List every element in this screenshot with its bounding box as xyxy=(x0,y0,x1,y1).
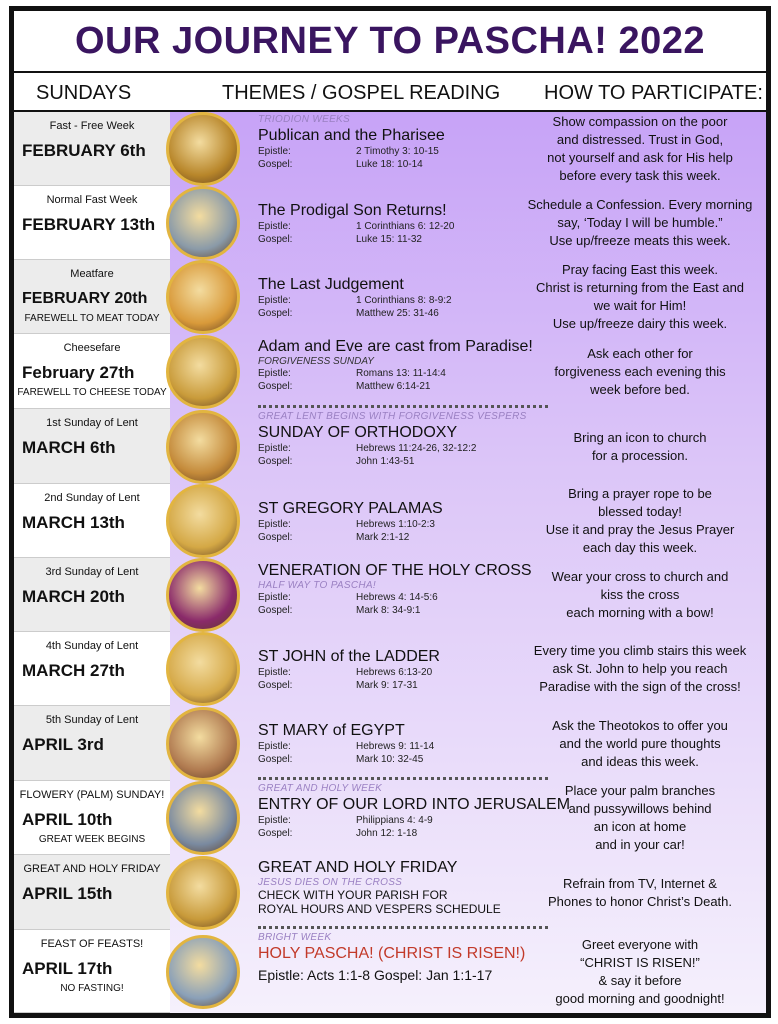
theme-title: ENTRY OF OUR LORD INTO JERUSALEM xyxy=(258,796,571,813)
crucifixion-icon xyxy=(166,856,240,930)
readings: Epistle: Acts 1:1-8 Gospel: Jan 1:1-17 xyxy=(258,967,493,983)
epistle-ref: Romans 13: 11-14:4 xyxy=(356,368,446,379)
gospel-label: Gospel: xyxy=(258,159,293,170)
participate-line: Christ is returning from the East and xyxy=(535,280,745,295)
sunday-cell xyxy=(14,781,170,855)
theme-title: The Last Judgement xyxy=(258,276,404,293)
sunday-label: Normal Fast Week xyxy=(46,194,138,206)
gospel-ref: Mark 10: 32-45 xyxy=(356,754,424,765)
sunday-note: GREAT WEEK BEGINS xyxy=(38,834,146,845)
sunday-row xyxy=(14,484,766,558)
sunday-label: 2nd Sunday of Lent xyxy=(44,492,140,504)
participate-cell xyxy=(514,642,766,696)
participate-line: Place your palm branches xyxy=(564,783,716,798)
epistle-label: Epistle: xyxy=(258,146,291,157)
participate-line: forgiveness each evening this xyxy=(554,364,726,379)
theme-title: The Prodigal Son Returns! xyxy=(258,202,447,219)
participate-line: kiss the cross xyxy=(600,587,680,602)
participate-line: and distressed. Trust in God, xyxy=(556,132,724,147)
participate-line: & say it before xyxy=(598,973,682,988)
participate-line: Ask each other for xyxy=(587,346,693,361)
season-label: GREAT AND HOLY WEEK xyxy=(258,783,383,794)
gospel-ref: John 12: 1-18 xyxy=(356,828,418,839)
sunday-cell xyxy=(14,484,170,558)
sunday-label: FEAST OF FEASTS! xyxy=(40,938,144,950)
gospel-label: Gospel: xyxy=(258,754,293,765)
epistle-label: Epistle: xyxy=(258,741,291,752)
schedule-note: CHECK WITH YOUR PARISH FOR xyxy=(258,888,448,902)
epistle-label: Epistle: xyxy=(258,295,291,306)
sunday-label: FLOWERY (PALM) SUNDAY! xyxy=(19,789,165,801)
sunday-date: APRIL 15th xyxy=(22,884,113,903)
sunday-date: FEBRUARY 13th xyxy=(22,215,156,234)
epistle-label: Epistle: xyxy=(258,667,291,678)
gospel-ref: Mark 9: 17-31 xyxy=(356,680,418,691)
participate-cell xyxy=(514,429,766,465)
participate-line: each day this week. xyxy=(582,540,698,555)
theme-subtitle: HALF WAY TO PASCHA! xyxy=(258,580,376,591)
participate-line: and the world pure thoughts xyxy=(559,736,721,751)
sunday-row xyxy=(14,781,766,855)
epistle-ref: 2 Timothy 3: 10-15 xyxy=(356,146,439,157)
dotted-separator xyxy=(258,926,548,929)
gospel-label: Gospel: xyxy=(258,234,293,245)
sunday-date: FEBRUARY 20th xyxy=(22,290,148,307)
participate-line: Bring an icon to church xyxy=(573,430,707,445)
epistle-ref: Hebrews 6:13-20 xyxy=(356,667,433,678)
poster-frame xyxy=(9,6,771,1018)
theme-title: SUNDAY OF ORTHODOXY xyxy=(258,424,458,441)
participate-line: Pray facing East this week. xyxy=(561,262,719,277)
participate-line: ask St. John to help you reach xyxy=(552,661,728,676)
participate-line: for a procession. xyxy=(591,448,689,463)
prodigal-son-icon xyxy=(166,186,240,260)
sunday-row xyxy=(14,706,766,781)
sunday-cell xyxy=(14,260,170,334)
epistle-label: Epistle: xyxy=(258,592,291,603)
participate-line: Ask the Theotokos to offer you xyxy=(552,718,728,733)
epistle-label: Epistle: xyxy=(258,443,291,454)
sunday-date: APRIL 3rd xyxy=(22,735,104,754)
theme-subtitle: JESUS DIES ON THE CROSS xyxy=(258,877,403,888)
participate-line: and in your car! xyxy=(595,837,685,852)
sunday-row xyxy=(14,409,766,484)
sunday-row xyxy=(14,334,766,409)
gospel-ref: Mark 2:1-12 xyxy=(356,532,410,543)
theotokos-icon xyxy=(166,410,240,484)
holy-cross-icon xyxy=(166,558,240,632)
sunday-row xyxy=(14,930,766,1013)
participate-line: before every task this week. xyxy=(559,168,721,183)
participate-line: Phones to honor Christ’s Death. xyxy=(547,894,733,909)
epistle-ref: Hebrews 4: 14-5:6 xyxy=(356,592,438,603)
sunday-date: APRIL 17th xyxy=(22,959,113,978)
sunday-row xyxy=(14,260,766,334)
sunday-date: MARCH 20th xyxy=(22,587,125,606)
epistle-ref: Hebrews 1:10-2:3 xyxy=(356,519,435,530)
sunday-row xyxy=(14,855,766,930)
participate-line: Show compassion on the poor xyxy=(552,114,728,129)
ladder-icon xyxy=(166,632,240,706)
gospel-ref: Mark 8: 34-9:1 xyxy=(356,605,421,616)
gospel-label: Gospel: xyxy=(258,828,293,839)
gospel-ref: Matthew 6:14-21 xyxy=(356,381,431,392)
sunday-date: APRIL 10th xyxy=(22,810,113,829)
sunday-row xyxy=(14,632,766,706)
schedule-note: ROYAL HOURS AND VESPERS SCHEDULE xyxy=(258,902,501,916)
gospel-label: Gospel: xyxy=(258,308,293,319)
sunday-note: FAREWELL TO CHEESE TODAY xyxy=(17,387,167,398)
schedule-body xyxy=(14,112,766,1013)
header-sundays: SUNDAYS xyxy=(36,82,132,104)
participate-line: week before bed. xyxy=(590,382,690,397)
sunday-label: Fast - Free Week xyxy=(49,120,135,132)
sunday-cell xyxy=(14,930,170,1013)
sunday-row xyxy=(14,112,766,186)
participate-line: Bring a prayer rope to be xyxy=(568,486,712,501)
last-judgement-icon xyxy=(166,260,240,334)
sunday-label: GREAT AND HOLY FRIDAY xyxy=(23,863,161,875)
sunday-cell xyxy=(14,632,170,706)
resurrection-icon xyxy=(166,935,240,1009)
theme-title: ST GREGORY PALAMAS xyxy=(258,500,443,517)
dotted-separator xyxy=(258,405,548,408)
sunday-row xyxy=(14,558,766,632)
theme-title: Publican and the Pharisee xyxy=(258,127,445,144)
palm-sunday-icon xyxy=(166,781,240,855)
header-themes: THEMES / GOSPEL READING xyxy=(222,82,501,104)
sunday-label: Meatfare xyxy=(70,268,114,280)
participate-cell xyxy=(514,936,766,1008)
participate-cell xyxy=(514,568,766,622)
adam-eve-icon xyxy=(166,335,240,409)
participate-line: Paradise with the sign of the cross! xyxy=(539,679,741,694)
publican-pharisee-icon xyxy=(166,112,240,186)
dotted-separator xyxy=(258,777,548,780)
sunday-label: 3rd Sunday of Lent xyxy=(45,566,139,578)
epistle-ref: 1 Corinthians 6: 12-20 xyxy=(356,221,455,232)
theme-subtitle: FORGIVENESS SUNDAY xyxy=(258,356,374,367)
page-title: OUR JOURNEY TO PASCHA! 2022 xyxy=(14,11,766,73)
sunday-date: MARCH 13th xyxy=(22,513,125,532)
participate-line: and ideas this week. xyxy=(581,754,699,769)
sunday-row xyxy=(14,186,766,260)
sunday-cell xyxy=(14,112,170,186)
epistle-ref: Philippians 4: 4-9 xyxy=(356,815,433,826)
epistle-ref: Hebrews 11:24-26, 32-12:2 xyxy=(356,443,477,454)
gospel-ref: John 1:43-51 xyxy=(356,456,415,467)
gospel-label: Gospel: xyxy=(258,680,293,691)
sunday-date: MARCH 27th xyxy=(22,661,125,680)
gospel-ref: Matthew 25: 31-46 xyxy=(356,308,439,319)
epistle-label: Epistle: xyxy=(258,368,291,379)
participate-line: good morning and goodnight! xyxy=(555,991,725,1006)
sunday-cell xyxy=(14,855,170,930)
participate-line: and pussywillows behind xyxy=(568,801,712,816)
participate-cell xyxy=(514,782,766,854)
participate-line: Schedule a Confession. Every morning xyxy=(527,197,753,212)
participate-line: Wear your cross to church and xyxy=(551,569,729,584)
sunday-cell xyxy=(14,409,170,484)
epistle-label: Epistle: xyxy=(258,221,291,232)
participate-cell xyxy=(514,261,766,333)
participate-line: not yourself and ask for His help xyxy=(547,150,733,165)
participate-cell xyxy=(514,113,766,185)
participate-line: we wait for Him! xyxy=(593,298,687,313)
participate-cell xyxy=(514,875,766,911)
theme-title: GREAT AND HOLY FRIDAY xyxy=(258,859,458,876)
sunday-label: 5th Sunday of Lent xyxy=(45,714,139,726)
sunday-label: Cheesefare xyxy=(63,342,121,354)
season-label: GREAT LENT BEGINS WITH FORGIVENESS VESPERS xyxy=(258,411,527,422)
column-headers xyxy=(14,73,766,112)
theme-title: ST JOHN of the LADDER xyxy=(258,648,440,665)
sunday-date: MARCH 6th xyxy=(22,438,116,457)
gospel-label: Gospel: xyxy=(258,605,293,616)
sunday-cell xyxy=(14,186,170,260)
participate-line: Use up/freeze meats this week. xyxy=(549,233,731,248)
participate-line: Use it and pray the Jesus Prayer xyxy=(545,522,735,537)
participate-line: Refrain from TV, Internet & xyxy=(563,876,717,891)
gospel-label: Gospel: xyxy=(258,381,293,392)
participate-line: blessed today! xyxy=(598,504,682,519)
epistle-label: Epistle: xyxy=(258,815,291,826)
participate-line: Every time you climb stairs this week xyxy=(533,643,747,658)
epistle-label: Epistle: xyxy=(258,519,291,530)
participate-cell xyxy=(514,717,766,771)
sunday-note: FAREWELL TO MEAT TODAY xyxy=(24,313,160,324)
theme-title: ST MARY of EGYPT xyxy=(258,722,405,739)
theme-title: HOLY PASCHA! (CHRIST IS RISEN!) xyxy=(258,945,526,962)
season-label: TRIODION WEEKS xyxy=(258,114,350,125)
theme-title: Adam and Eve are cast from Paradise! xyxy=(258,338,533,355)
sunday-date: February 27th xyxy=(22,363,135,382)
sunday-cell xyxy=(14,334,170,409)
epistle-ref: 1 Corinthians 8: 8-9:2 xyxy=(356,295,452,306)
sunday-label: 1st Sunday of Lent xyxy=(46,417,138,429)
participate-cell xyxy=(514,485,766,557)
season-label: BRIGHT WEEK xyxy=(258,932,332,943)
epistle-ref: Hebrews 9: 11-14 xyxy=(356,741,435,752)
participate-cell xyxy=(514,196,766,250)
participate-line: Greet everyone with xyxy=(581,937,699,952)
sunday-date: FEBRUARY 6th xyxy=(22,141,146,160)
participate-cell xyxy=(514,345,766,399)
sunday-cell xyxy=(14,706,170,781)
participate-line: each morning with a bow! xyxy=(566,605,714,620)
theme-title: VENERATION OF THE HOLY CROSS xyxy=(258,562,532,579)
header-participate: HOW TO PARTICIPATE: xyxy=(544,82,763,104)
st-mary-egypt-icon xyxy=(166,707,240,781)
sunday-cell xyxy=(14,558,170,632)
participate-line: an icon at home xyxy=(593,819,687,834)
participate-line: “CHRIST IS RISEN!” xyxy=(580,955,700,970)
gospel-label: Gospel: xyxy=(258,456,293,467)
participate-line: Use up/freeze dairy this week. xyxy=(552,316,728,331)
sunday-label: 4th Sunday of Lent xyxy=(45,640,139,652)
st-gregory-icon xyxy=(166,484,240,558)
participate-line: say, ‘Today I will be humble.” xyxy=(557,215,723,230)
sunday-note: NO FASTING! xyxy=(60,983,124,994)
gospel-ref: Luke 15: 11-32 xyxy=(356,234,422,245)
gospel-ref: Luke 18: 10-14 xyxy=(356,159,423,170)
gospel-label: Gospel: xyxy=(258,532,293,543)
